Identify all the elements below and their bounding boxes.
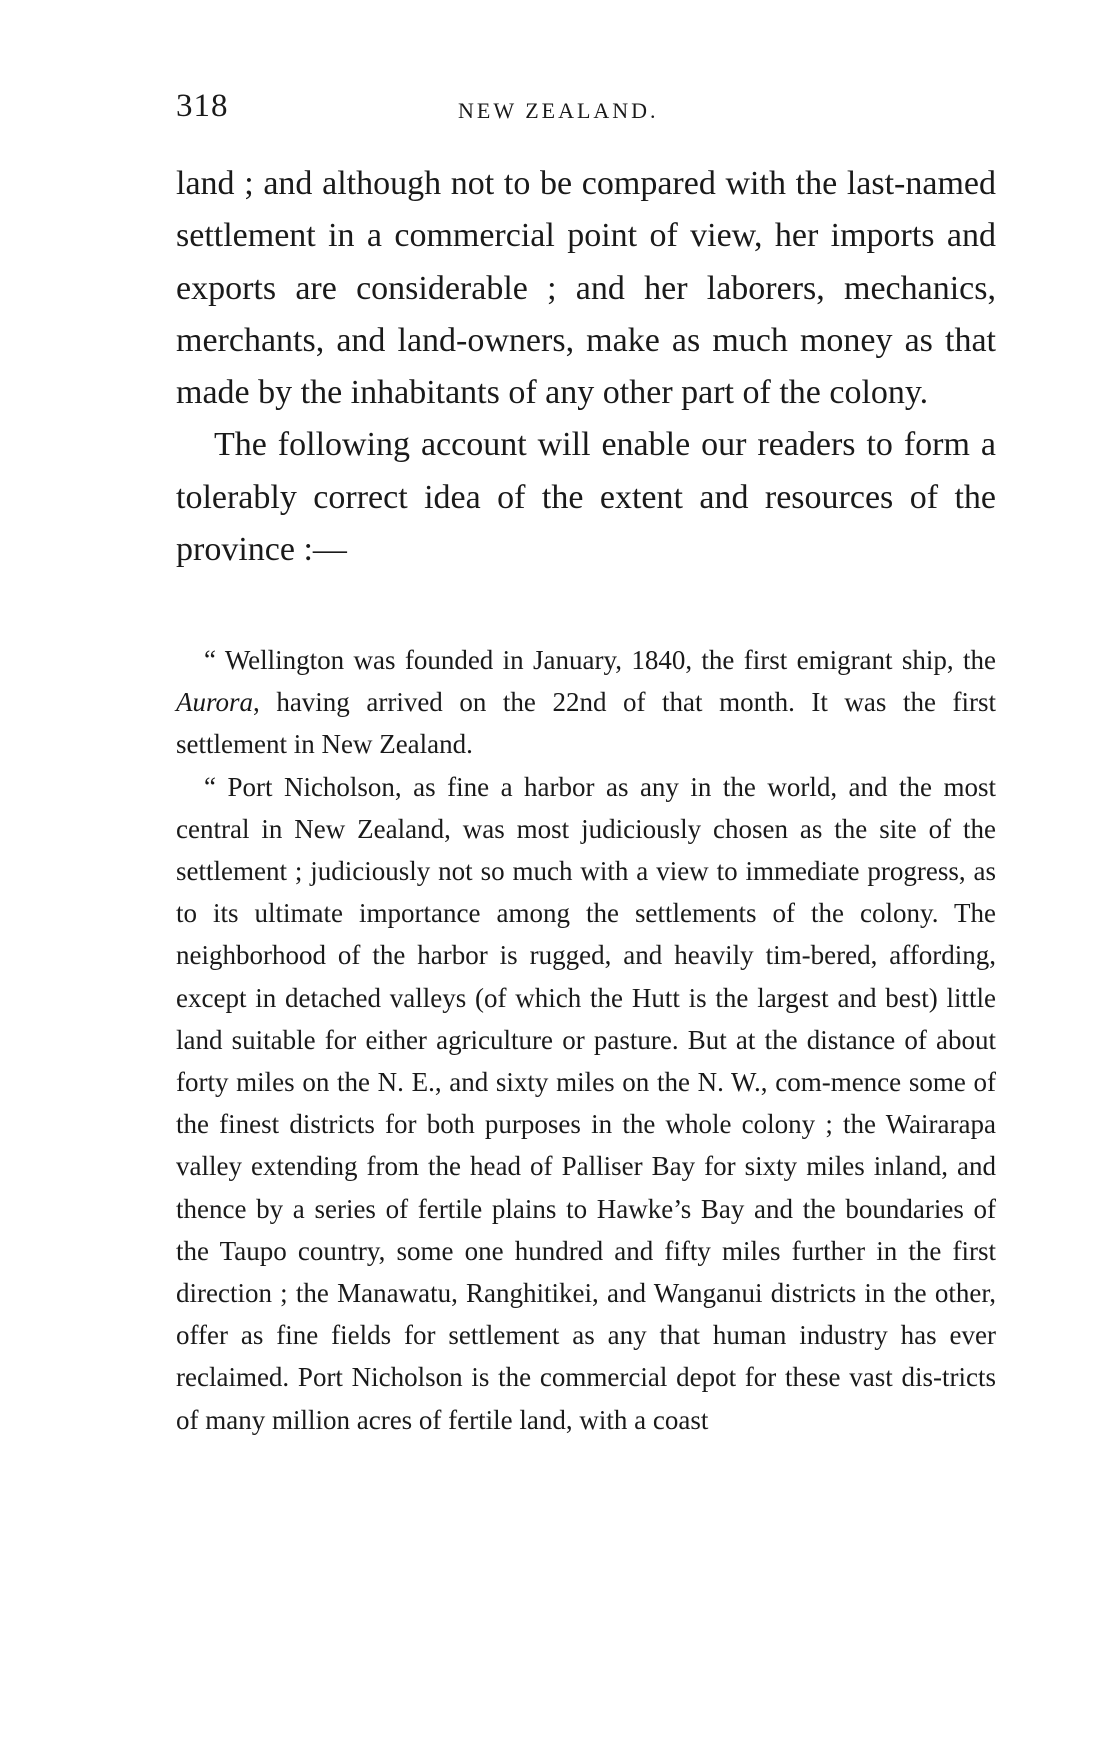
- page-number: 318: [176, 88, 229, 124]
- body-paragraph-1: land ; and although not to be compared with the last-named settlement in a commercial point of view, her imports and exports are considerable ; and her laborers, mechanics, merchants, and land-owners, make as much money as that made by the inhabitants of any other part of the colony.: [176, 165, 996, 412]
- quote-paragraph-1: [176, 639, 996, 766]
- running-head: NEW ZEALAND.: [458, 98, 659, 123]
- body-paragraph-2: The following account will enable our readers to form a tolerably correct idea of the extent and resources of the province :—: [176, 426, 996, 569]
- quote-paragraph-2: “ Port Nicholson, as fine a harbor as any in the world, and the most central in New Zealand, was most judiciously chosen as the site of the settlement ; judiciously not so much with a view to immediate progress, as to its ultimate importance among the settlements of the colony. The neighborhood of the harbor is rugged, and heavily tim-bered, affording, except in detached valleys (of which the Hutt is the largest and best) little land suitable for either agriculture or pasture. But at the distance of about forty miles on the N. E., and sixty miles on the N. W., com-mence some of the finest districts for both purposes in the whole colony ; the Wairarapa valley extending from the head of Palliser Bay for sixty miles inland, and thence by a series of fertile plains to Hawke’s Bay and the boundaries of the Taupo country, some one hundred and fifty miles further in the first direction ; the Manawatu, Ranghitikei, and Wanganui districts in the other, offer as fine fields for settlement as any that human industry has ever reclaimed. Port Nicholson is the commercial depot for these vast dis-tricts of many million acres of fertile land, with a coast: [176, 771, 996, 1435]
- main-text: [176, 158, 996, 576]
- quote-p1-text-before: “ Wellington was founded in January, 1840, the first emigrant ship, the: [204, 645, 996, 675]
- quoted-passage: [176, 639, 996, 1441]
- page-header: [176, 88, 996, 128]
- quote-p1-text-after: , having arrived on the 22nd of that month. It was the first settlement in New Zealand.: [176, 687, 996, 760]
- ship-name: Aurora: [176, 687, 254, 718]
